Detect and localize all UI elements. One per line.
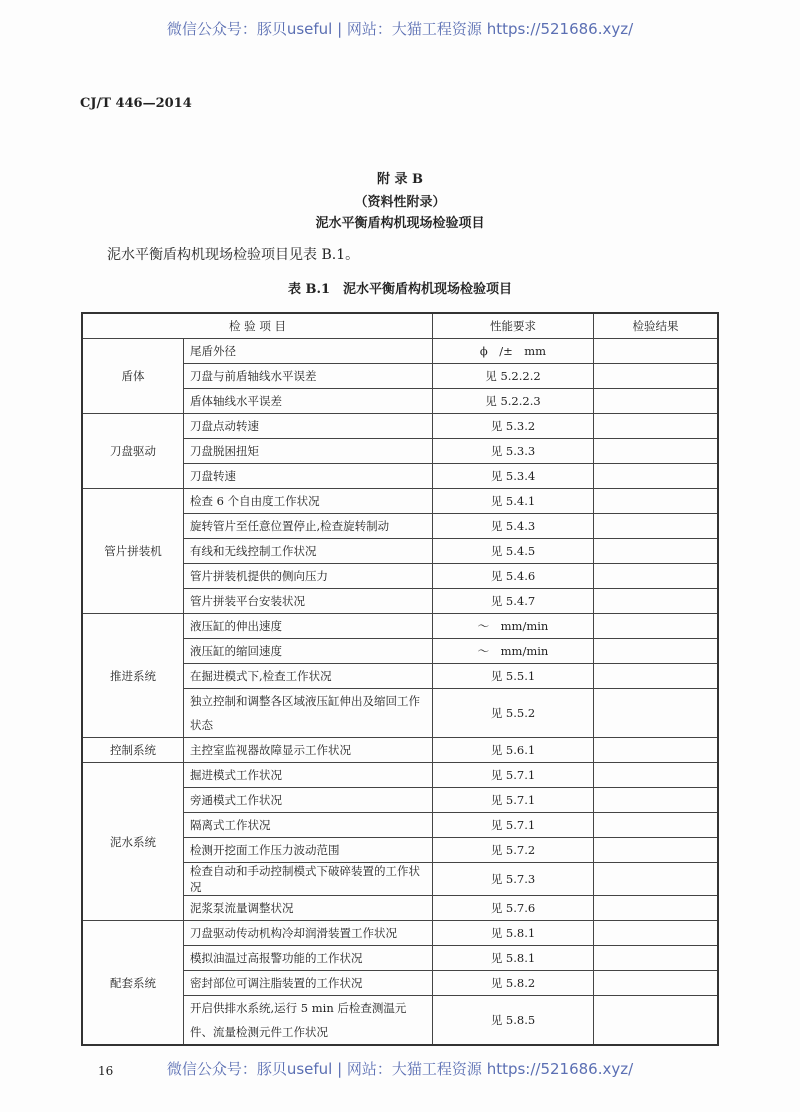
- item-cell: 独立控制和调整各区域液压缸伸出及缩回工作状态: [184, 689, 433, 738]
- header-item: 检 验 项 目: [82, 313, 433, 339]
- group-cell: 控制系统: [82, 738, 184, 763]
- intro-text: 泥水平衡盾构机现场检验项目见表 B.1。: [107, 247, 360, 263]
- requirement-cell: 见 5.7.2: [433, 838, 594, 863]
- result-cell[interactable]: [594, 614, 719, 639]
- requirement-cell: 见 5.8.5: [433, 996, 594, 1046]
- result-cell[interactable]: [594, 414, 719, 439]
- result-cell[interactable]: [594, 763, 719, 788]
- group-cell: 泥水系统: [82, 763, 184, 921]
- result-cell[interactable]: [594, 364, 719, 389]
- result-cell[interactable]: [594, 921, 719, 946]
- item-cell: 检查自动和手动控制模式下破碎装置的工作状况: [184, 863, 433, 896]
- table-row: [82, 414, 718, 439]
- result-cell[interactable]: [594, 738, 719, 763]
- item-cell: 在掘进模式下,检查工作状况: [184, 664, 433, 689]
- item-cell: 模拟油温过高报警功能的工作状况: [184, 946, 433, 971]
- item-cell: 刀盘与前盾轴线水平误差: [184, 364, 433, 389]
- item-cell: 刀盘转速: [184, 464, 433, 489]
- requirement-cell: ～ mm/min: [433, 614, 594, 639]
- result-cell[interactable]: [594, 464, 719, 489]
- appendix-heading: 泥水平衡盾构机现场检验项目: [315, 216, 485, 231]
- result-cell[interactable]: [594, 489, 719, 514]
- watermark-top: 微信公众号：豚贝useful | 网站：大猫工程资源 https://521686.xyz/: [166, 20, 634, 38]
- watermark-bottom: 微信公众号：豚贝useful | 网站：大猫工程资源 https://521686.xyz/: [166, 1060, 634, 1078]
- result-cell[interactable]: [594, 639, 719, 664]
- item-cell: 密封部位可调注脂装置的工作状况: [184, 971, 433, 996]
- result-cell[interactable]: [594, 589, 719, 614]
- result-cell[interactable]: [594, 539, 719, 564]
- result-cell[interactable]: [594, 863, 719, 896]
- item-cell: 旋转管片至任意位置停止,检查旋转制动: [184, 514, 433, 539]
- requirement-cell: 见 5.3.4: [433, 464, 594, 489]
- requirement-cell: 见 5.5.1: [433, 664, 594, 689]
- item-cell: 泥浆泵流量调整状况: [184, 896, 433, 921]
- requirement-cell: 见 5.4.7: [433, 589, 594, 614]
- requirement-cell: 见 5.2.2.3: [433, 389, 594, 414]
- table-row: [82, 614, 718, 639]
- item-cell: 掘进模式工作状况: [184, 763, 433, 788]
- item-cell: 检查 6 个自由度工作状况: [184, 489, 433, 514]
- header-requirement: 性能要求: [433, 313, 594, 339]
- requirement-cell: 见 5.5.2: [433, 689, 594, 738]
- requirement-cell: 见 5.8.1: [433, 946, 594, 971]
- requirement-cell: 见 5.4.5: [433, 539, 594, 564]
- requirement-cell: 见 5.4.3: [433, 514, 594, 539]
- requirement-cell: ϕ /± mm: [433, 339, 594, 364]
- item-cell: 尾盾外径: [184, 339, 433, 364]
- requirement-cell: 见 5.8.2: [433, 971, 594, 996]
- result-cell[interactable]: [594, 439, 719, 464]
- requirement-cell: 见 5.4.6: [433, 564, 594, 589]
- result-cell[interactable]: [594, 514, 719, 539]
- requirement-cell: 见 5.7.6: [433, 896, 594, 921]
- item-cell: 盾体轴线水平误差: [184, 389, 433, 414]
- requirement-cell: 见 5.3.2: [433, 414, 594, 439]
- table-caption: 表 B.1 泥水平衡盾构机现场检验项目: [287, 282, 513, 297]
- group-cell: 推进系统: [82, 614, 184, 738]
- result-cell[interactable]: [594, 389, 719, 414]
- item-cell: 有线和无线控制工作状况: [184, 539, 433, 564]
- result-cell[interactable]: [594, 896, 719, 921]
- group-cell: 配套系统: [82, 921, 184, 1046]
- table-row: [82, 339, 718, 364]
- item-cell: 开启供排水系统,运行 5 min 后检查测温元件、流量检测元件工作状况: [184, 996, 433, 1046]
- result-cell[interactable]: [594, 339, 719, 364]
- header-result: 检验结果: [594, 313, 719, 339]
- standard-number: CJ/T 446—2014: [80, 96, 192, 111]
- table-header-row: [82, 313, 718, 339]
- item-cell: 管片拼装机提供的侧向压力: [184, 564, 433, 589]
- result-cell[interactable]: [594, 838, 719, 863]
- group-cell: 盾体: [82, 339, 184, 414]
- result-cell[interactable]: [594, 813, 719, 838]
- table-row: [82, 763, 718, 788]
- item-cell: 刀盘点动转速: [184, 414, 433, 439]
- inspection-table: [81, 312, 719, 1046]
- appendix-subtitle: （资料性附录）: [354, 195, 446, 210]
- requirement-cell: 见 5.7.1: [433, 813, 594, 838]
- item-cell: 液压缸的缩回速度: [184, 639, 433, 664]
- requirement-cell: 见 5.7.3: [433, 863, 594, 896]
- requirement-cell: 见 5.2.2.2: [433, 364, 594, 389]
- group-cell: 刀盘驱动: [82, 414, 184, 489]
- requirement-cell: 见 5.7.1: [433, 763, 594, 788]
- requirement-cell: ～ mm/min: [433, 639, 594, 664]
- item-cell: 隔离式工作状况: [184, 813, 433, 838]
- page-number: 16: [98, 1064, 114, 1078]
- requirement-cell: 见 5.6.1: [433, 738, 594, 763]
- table-row: [82, 921, 718, 946]
- result-cell[interactable]: [594, 946, 719, 971]
- table-row: [82, 738, 718, 763]
- result-cell[interactable]: [594, 689, 719, 738]
- item-cell: 液压缸的伸出速度: [184, 614, 433, 639]
- item-cell: 检测开挖面工作压力波动范围: [184, 838, 433, 863]
- requirement-cell: 见 5.8.1: [433, 921, 594, 946]
- result-cell[interactable]: [594, 788, 719, 813]
- requirement-cell: 见 5.3.3: [433, 439, 594, 464]
- item-cell: 刀盘驱动传动机构冷却润滑装置工作状况: [184, 921, 433, 946]
- result-cell[interactable]: [594, 971, 719, 996]
- item-cell: 刀盘脱困扭矩: [184, 439, 433, 464]
- requirement-cell: 见 5.4.1: [433, 489, 594, 514]
- table-row: [82, 489, 718, 514]
- item-cell: 主控室监视器故障显示工作状况: [184, 738, 433, 763]
- item-cell: 管片拼装平台安装状况: [184, 589, 433, 614]
- item-cell: 旁通模式工作状况: [184, 788, 433, 813]
- requirement-cell: 见 5.7.1: [433, 788, 594, 813]
- group-cell: 管片拼装机: [82, 489, 184, 614]
- result-cell[interactable]: [594, 564, 719, 589]
- result-cell[interactable]: [594, 664, 719, 689]
- appendix-title: 附 录 B: [376, 172, 424, 187]
- result-cell[interactable]: [594, 996, 719, 1046]
